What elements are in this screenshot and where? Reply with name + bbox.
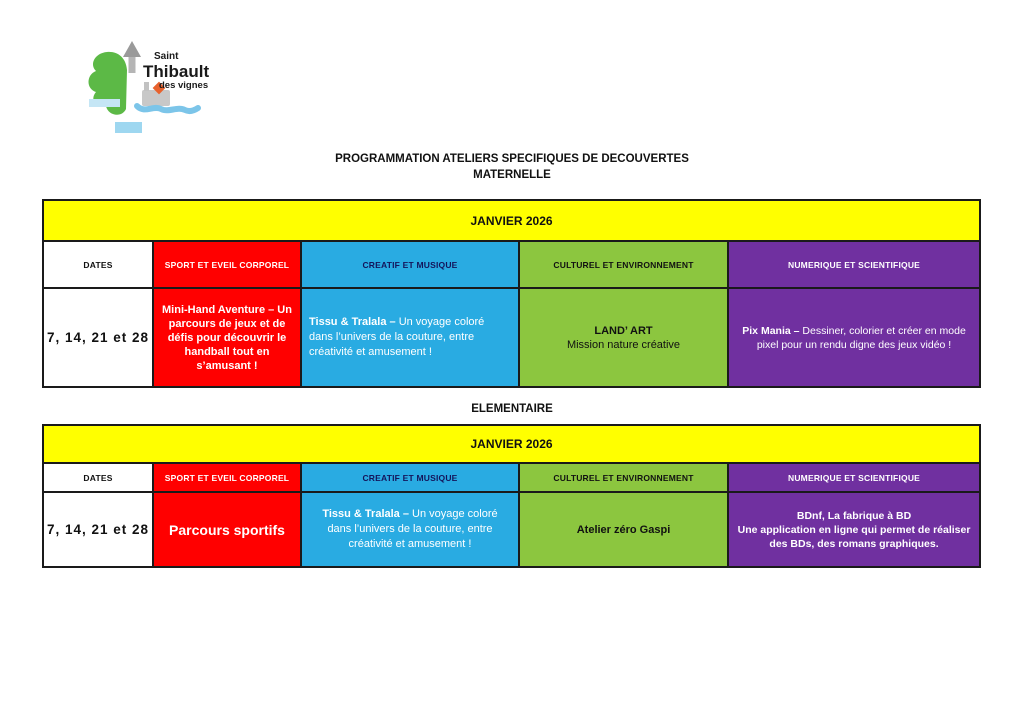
elementaire-program-table <box>42 424 981 568</box>
elementaire-header-row <box>43 463 980 492</box>
maternelle-sport-cell: Mini-Hand Aventure – Un parcours de jeux et de défis pour découvrir le handball tout en s’amusant ! <box>153 288 301 387</box>
elementaire-section-title: ELEMENTAIRE <box>471 403 553 415</box>
maternelle-col-header-numerique: NUMERIQUE ET SCIENTIFIQUE <box>728 241 980 288</box>
maternelle-numerique-activity-desc: Dessiner, colorier et créer en mode pixel pour un rendu digne des jeux vidéo ! <box>756 324 966 351</box>
city-logo <box>85 40 210 138</box>
page-title-line2-maternelle: MATERNELLE <box>473 169 551 181</box>
elementaire-creatif-activity-desc: Un voyage coloré dans l’univers de la couture, entre créativité et amusement ! <box>327 508 498 550</box>
logo-river-wave-icon <box>137 106 198 111</box>
maternelle-col-header-culturel: CULTUREL ET ENVIRONNEMENT <box>519 241 728 288</box>
logo-text-saint: Saint <box>154 51 179 62</box>
maternelle-creatif-cell <box>301 288 519 387</box>
maternelle-col-header-dates: DATES <box>43 241 153 288</box>
logo-water-band-left <box>89 99 120 107</box>
maternelle-activities-row <box>43 288 980 387</box>
elementaire-numerique-activity-name: BDnf, La fabrique à BD <box>796 509 912 522</box>
logo-spire-body <box>129 57 136 73</box>
maternelle-culturel-activity-name: LAND’ ART <box>594 324 653 337</box>
elementaire-numerique-activity-desc: Une application en ligne qui permet de réaliser des BDs, des romans graphiques. <box>737 523 971 550</box>
logo-water-band-bottom <box>115 122 142 133</box>
elementaire-sport-cell: Parcours sportifs <box>153 492 301 567</box>
maternelle-col-header-creatif: CREATIF ET MUSIQUE <box>301 241 519 288</box>
elementaire-month-header: JANVIER 2026 <box>43 425 980 463</box>
elementaire-col-header-creatif: CREATIF ET MUSIQUE <box>301 463 519 492</box>
elementaire-col-header-culturel: CULTUREL ET ENVIRONNEMENT <box>519 463 728 492</box>
maternelle-col-header-sport: SPORT ET EVEIL CORPOREL <box>153 241 301 288</box>
maternelle-creatif-activity-desc: Un voyage coloré dans l’univers de la couture, entre créativité et amusement ! <box>309 316 485 358</box>
elementaire-creatif-activity-name: Tissu & Tralala – <box>322 508 409 520</box>
logo-building-tower <box>144 82 149 91</box>
elementaire-numerique-cell <box>728 492 980 567</box>
elementaire-creatif-cell <box>301 492 519 567</box>
elementaire-dates-cell: 7, 14, 21 et 28 <box>43 492 153 567</box>
maternelle-numerique-activity-name: Pix Mania – <box>742 324 800 337</box>
maternelle-culturel-cell <box>519 288 728 387</box>
elementaire-activities-row <box>43 492 980 567</box>
maternelle-program-table <box>42 199 981 388</box>
maternelle-numerique-cell <box>728 288 980 387</box>
elementaire-col-header-sport: SPORT ET EVEIL CORPOREL <box>153 463 301 492</box>
city-logo-graphic <box>85 40 210 138</box>
maternelle-culturel-activity-desc: Mission nature créative <box>566 338 681 351</box>
maternelle-creatif-activity-name: Tissu & Tralala – <box>309 316 396 328</box>
elementaire-col-header-dates: DATES <box>43 463 153 492</box>
elementaire-col-header-numerique: NUMERIQUE ET SCIENTIFIQUE <box>728 463 980 492</box>
logo-building <box>142 90 170 106</box>
maternelle-header-row <box>43 241 980 288</box>
elementaire-culturel-cell: Atelier zéro Gaspi <box>519 492 728 567</box>
maternelle-month-header: JANVIER 2026 <box>43 200 980 241</box>
logo-spire-icon <box>123 41 141 57</box>
page-title <box>0 151 1024 183</box>
logo-text-des-vignes: des vignes <box>159 80 209 91</box>
maternelle-dates-cell: 7, 14, 21 et 28 <box>43 288 153 387</box>
page-title-line1: PROGRAMMATION ATELIERS SPECIFIQUES DE DECOUVERTES <box>335 153 689 165</box>
logo-text-thibault: Thibault <box>143 62 210 81</box>
